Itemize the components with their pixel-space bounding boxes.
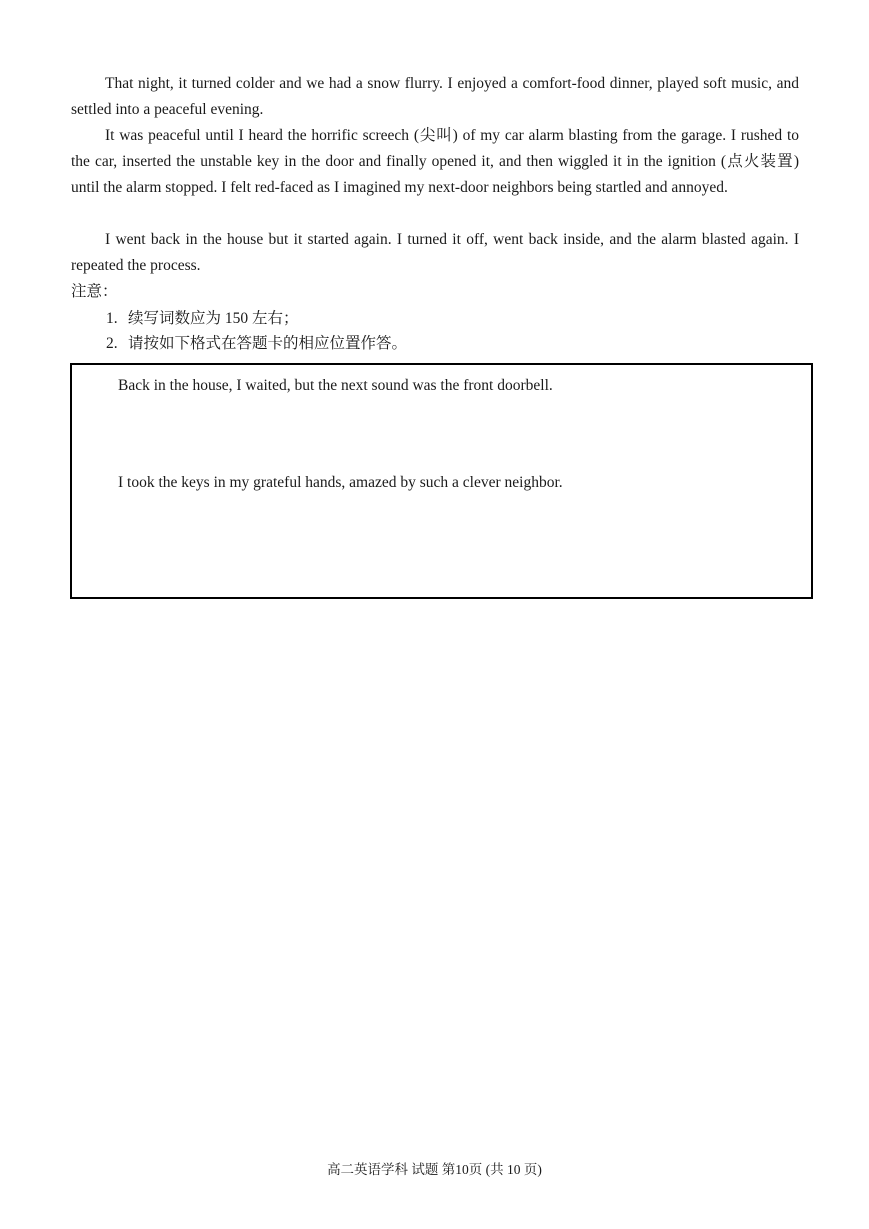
note-text: 请按如下格式在答题卡的相应位置作答。: [128, 335, 408, 352]
note-item-1: [106, 306, 299, 332]
answer-opening-sentence-2: I took the keys in my grateful hands, amazed by such a clever neighbor.: [118, 474, 563, 491]
passage-paragraph-3: I went back in the house but it started again. I turned it off, went back inside, and the alarm blasted again. I repeated the process.: [71, 231, 799, 274]
answer-box: [70, 363, 813, 599]
notes-label: 注意：: [71, 283, 118, 300]
note-text: 续写词数应为 150 左右；: [128, 310, 299, 327]
answer-opening-sentence-1: Back in the house, I waited, but the next sound was the front doorbell.: [118, 377, 553, 394]
passage-paragraph-1: That night, it turned colder and we had a snow flurry. I enjoyed a comfort-food dinner, played soft music, and settled into a peaceful evening.: [71, 75, 799, 118]
page-footer: 高二英语学科 试题 第10页 (共 10 页): [327, 1162, 542, 1177]
note-number: 1.: [106, 310, 118, 327]
passage-paragraph-2: It was peaceful until I heard the horrific screech (尖叫) of my car alarm blasting from the garage. I rushed to the car, inserted the unstable key in the door and finally opened it, and then wiggled it in the ignition (点火装置) until the alarm stopped. I felt red-faced as I imagined my next-door neighbors being startled and annoyed.: [71, 127, 799, 196]
note-number: 2.: [106, 335, 118, 352]
note-item-2: [106, 331, 407, 357]
